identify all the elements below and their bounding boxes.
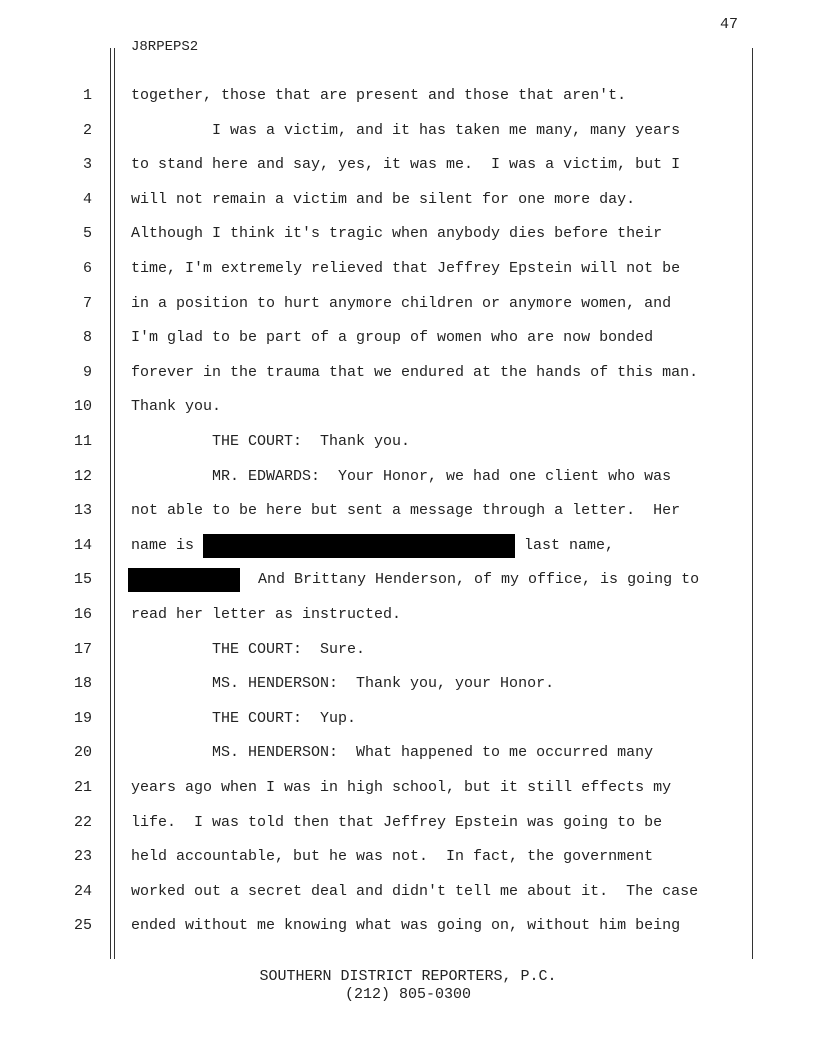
line-number: 23 [73, 848, 92, 866]
line-text-segment: I'm glad to be part of a group of women who are now bonded [131, 329, 654, 347]
line-text-segment: I was a victim, and it has taken me many, many years [131, 121, 681, 139]
line-number: 10 [73, 398, 92, 416]
line-number: 15 [73, 571, 92, 589]
line-text-segment: forever in the trauma that we endured at the hands of this man. [131, 363, 699, 381]
line-text-segment: time, I'm extremely relieved that Jeffrey Epstein will not be [131, 260, 681, 277]
line-text-segment: MR. EDWARDS: Your Honor, we had one client who was [131, 467, 672, 485]
line-text-segment: not able to be here but sent a message through a letter. Her [131, 502, 681, 520]
line-number: 18 [73, 675, 92, 693]
line-number: 20 [73, 744, 92, 762]
line-number: 19 [73, 709, 92, 727]
line-number: 22 [73, 813, 92, 831]
line-text [131, 361, 698, 385]
line-number: 24 [73, 882, 92, 900]
transcript-line [0, 188, 816, 212]
transcript-line [0, 707, 816, 731]
transcript-line [0, 672, 816, 696]
line-text [131, 499, 680, 523]
line-text [131, 603, 401, 627]
line-text-segment: life. I was told then that Jeffrey Epstein was going to be [131, 813, 663, 831]
transcript-line [0, 361, 816, 385]
line-text [131, 465, 671, 489]
line-number: 11 [73, 433, 92, 450]
line-text-segment: MS. HENDERSON: What happened to me occurred many [131, 744, 654, 762]
line-number: 5 [82, 225, 92, 243]
line-text [131, 153, 680, 177]
transcript-line [0, 326, 816, 350]
line-text [131, 84, 626, 108]
line-number: 21 [73, 779, 92, 796]
line-text-segment: Although I think it's tragic when anybody dies before their [131, 225, 663, 243]
line-number: 14 [73, 536, 92, 554]
line-text-segment: will not remain a victim and be silent for one more day. [131, 190, 636, 208]
transcript-line [0, 776, 816, 800]
transcript-line [0, 430, 816, 454]
transcript-line [0, 534, 816, 558]
transcript-line [0, 741, 816, 765]
transcript-line [0, 465, 816, 489]
line-number: 2 [82, 121, 92, 139]
transcript-line [0, 638, 816, 662]
line-text [131, 257, 680, 281]
transcript-line [0, 119, 816, 143]
footer-reporter: SOUTHERN DISTRICT REPORTERS, P.C. [259, 968, 557, 985]
line-text [131, 326, 653, 350]
line-text [131, 188, 635, 212]
line-text-segment: THE COURT: Sure. [131, 640, 366, 658]
transcript-line [0, 222, 816, 246]
line-text [131, 880, 698, 904]
line-text [131, 741, 653, 765]
redaction-box [203, 534, 515, 558]
line-text [131, 638, 365, 662]
line-number: 7 [82, 294, 92, 312]
line-text-segment: to stand here and say, yes, it was me. I was a victim, but I [131, 156, 681, 174]
redaction-box [128, 568, 240, 592]
line-text [131, 119, 680, 143]
transcript-line [0, 568, 816, 592]
footer-phone: (212) 805-0300 [344, 986, 472, 1003]
line-text [131, 811, 662, 835]
transcript-line [0, 292, 816, 316]
transcript-line [0, 257, 816, 281]
line-text-segment: last name, [515, 536, 615, 554]
transcript-line [0, 603, 816, 627]
line-text-segment: together, those that are present and those that aren't. [131, 87, 627, 104]
line-text-segment: And Brittany Henderson, of my office, is going to [240, 571, 700, 589]
line-text-segment: read her letter as instructed. [131, 606, 402, 623]
line-text-segment: ended without me knowing what was going on, without him being [131, 917, 681, 935]
transcript-line [0, 845, 816, 869]
line-text-segment: THE COURT: Thank you. [131, 433, 411, 450]
transcript-line [0, 880, 816, 904]
transcript-line [0, 499, 816, 523]
line-number: 3 [82, 156, 92, 174]
line-number: 1 [82, 87, 92, 104]
line-text [131, 534, 614, 558]
case-id: J8RPEPS2 [131, 39, 199, 55]
line-text [131, 914, 680, 938]
page-number: 47 [719, 16, 738, 33]
transcript-line [0, 914, 816, 938]
line-text [131, 222, 662, 246]
line-number: 6 [82, 260, 92, 277]
transcript-line [0, 395, 816, 419]
line-text-segment: THE COURT: Yup. [131, 709, 357, 727]
line-number: 16 [73, 606, 92, 623]
line-text [131, 672, 554, 696]
line-text [131, 776, 671, 800]
line-text [128, 568, 699, 592]
transcript-line [0, 153, 816, 177]
line-text [131, 430, 410, 454]
line-number: 25 [73, 917, 92, 935]
transcript-line [0, 811, 816, 835]
line-number: 9 [82, 363, 92, 381]
transcript-line [0, 84, 816, 108]
line-number: 12 [73, 467, 92, 485]
line-number: 8 [82, 329, 92, 347]
line-text [131, 845, 653, 869]
line-text-segment: Thank you. [131, 398, 222, 416]
line-text [131, 292, 671, 316]
line-text-segment: worked out a secret deal and didn't tell me about it. The case [131, 882, 699, 900]
line-number: 4 [82, 190, 92, 208]
line-text-segment: MS. HENDERSON: Thank you, your Honor. [131, 675, 555, 693]
line-number: 13 [73, 502, 92, 520]
line-number: 17 [73, 640, 92, 658]
line-text [131, 707, 356, 731]
line-text-segment: name is [131, 536, 204, 554]
line-text-segment: years ago when I was in high school, but it still effects my [131, 779, 672, 796]
line-text-segment: in a position to hurt anymore children or anymore women, and [131, 294, 672, 312]
line-text [131, 395, 221, 419]
line-text-segment: held accountable, but he was not. In fact, the government [131, 848, 654, 866]
